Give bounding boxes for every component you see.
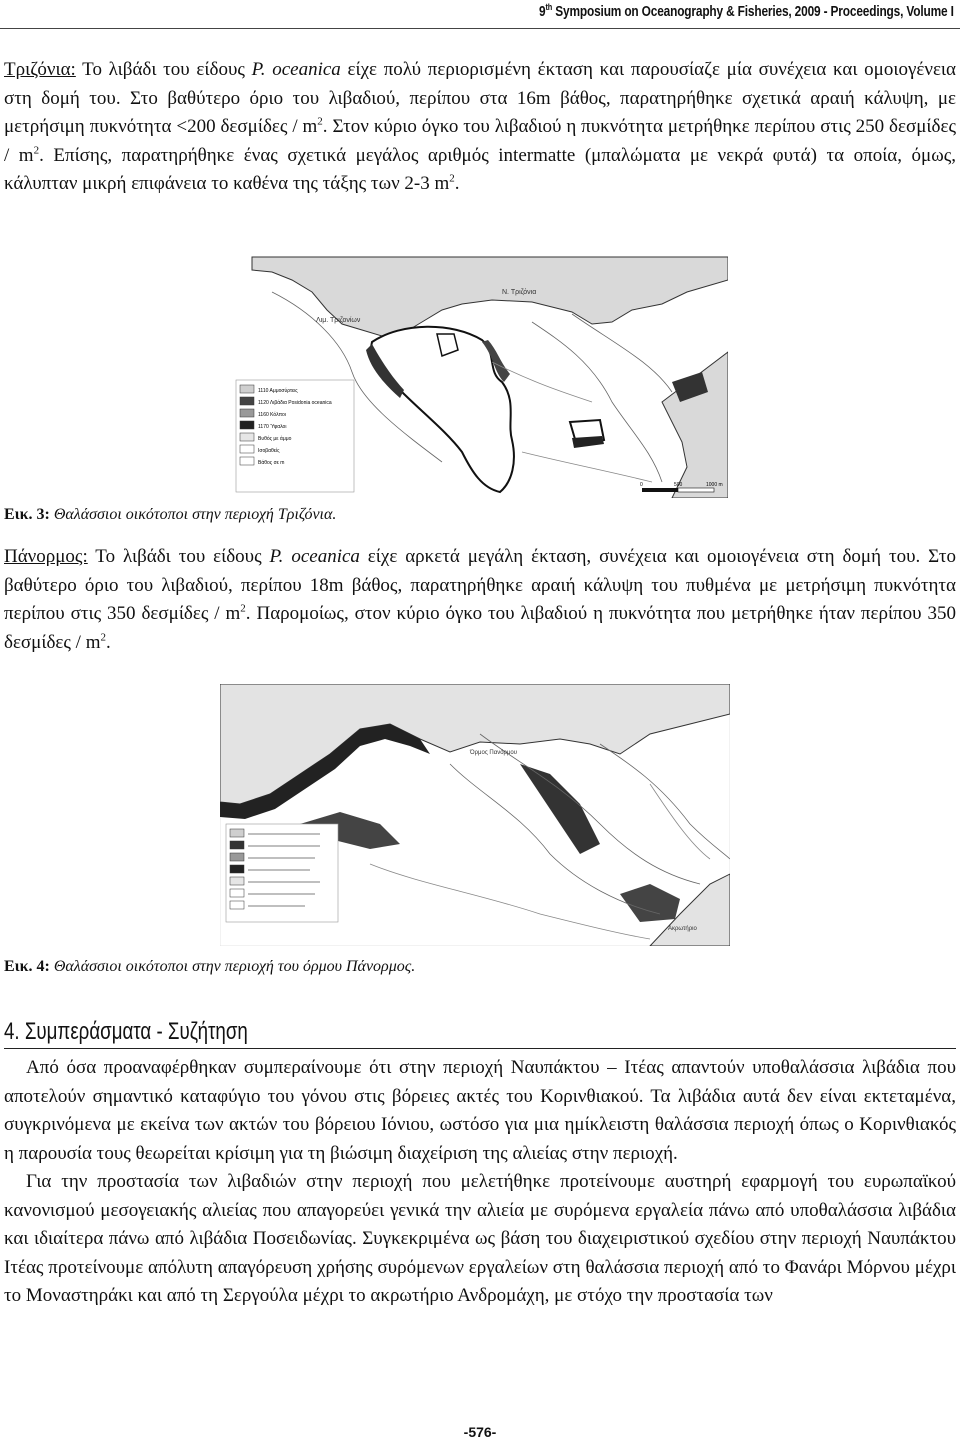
- svg-text:Ισοβαθείς: Ισοβαθείς: [258, 448, 280, 454]
- page-number: -576-: [463, 1424, 497, 1440]
- header-rule: [0, 28, 960, 29]
- map-label: Ν. Τριζόνια: [502, 289, 537, 296]
- paragraph-panormos: Πάνορμος: Το λιβάδι του είδους P. oceanica είχε αρκετά μεγάλη έκταση, συνέχεια και ομοιογένεια στη δομή του. Στο βαθύτερο όριο του λιβαδιού, περίπου 18m βάθος, παρατηρήθηκε αραιή κάλυψη του πυθμένα με μετρήσιμη πυκνότητα περίπου στις 350 δεσμίδες / $m^2$. Παρομοίως, στον κύριο όγκο του λιβαδιού η πυκνότητα που μετρήθηκε ήταν περίπου 350 δεσμίδες / $m^2$.: [4, 546, 956, 653]
- svg-text:1120 Λιβάδια Posidonia oceanic: 1120 Λιβάδια Posidonia oceanica: [258, 400, 332, 406]
- conclusion-paragraph-2: Για την προστασία των λιβαδιών στην περιοχή που μελετήθηκε προτείνουμε αυστηρή εφαρμογή του ευρωπαϊκού κανονισμού μεσογειακής αλιείας που απαγορεύει γενικά την αλιεία με συρόμενα εργαλεία πάνω από υποθαλάσσια λιβάδια και ιδιαίτερα πάνω από λιβάδια Ποσειδωνίας. Συγκεκριμένα ως βάση του διαχειριστικού σχεδίου στην περιοχή Ναυπάκτου Ιτέας προτείνουμε απόλυτη απαγόρευση χρήσης συρόμενων εργαλείων στη θαλάσσια περιοχή από το Φανάρι Μόρνου μέχρι το Μοναστηράκι και από τη Σεργούλα μέχρι το ακρωτήριο Ανδρομάχη, με στόχο την προστασία των: [4, 1171, 956, 1306]
- map-label: Ακρωτήριο: [668, 926, 697, 932]
- figure-3-caption: Εικ. 3: Θαλάσσιοι οικότοποι στην περιοχή Τριζόνια.: [4, 506, 337, 523]
- place-name-panormos: Πάνορμος:: [4, 546, 88, 567]
- svg-text:1110 Αμμοσύρτεις: 1110 Αμμοσύρτεις: [258, 388, 298, 394]
- figure-4-legend: [226, 824, 338, 922]
- map-label: Λιμ. Τριζονίων: [316, 317, 361, 324]
- section-title: 4. Συμπεράσματα - Συζήτηση: [4, 1018, 248, 1045]
- place-name-trizonia: Τριζόνια:: [4, 59, 76, 80]
- figure-3-legend: [236, 380, 354, 492]
- conclusion-paragraph-1: Από όσα προαναφέρθηκαν συμπεραίνουμε ότι στην περιοχή Ναυπάκτου – Ιτέας απαντούν υποθαλάσσια λιβάδια που αποτελούν σημαντικό καταφύγιο του γόνου στις βόρειες ακτές του Κορινθιακού. Τα λιβάδια αυτά δεν είναι εκτεταμένα, συγκρινόμενα με εκείνα των ακτών του βόρειου Ιόνιου, ωστόσο για μια ημίκλειστη θαλάσσια περιοχή όπως ο Κορινθιακός η παρουσία τους θεωρείται κρίσιμη για τη βιώσιμη διαχείριση της αλιείας στην περιοχή.: [4, 1057, 956, 1164]
- figure-4-map: [220, 684, 730, 946]
- svg-text:500: 500: [674, 482, 683, 488]
- map-label: Όρμος Πανόρμου: [470, 750, 518, 756]
- section-4-body: [4, 1054, 956, 1311]
- figure-4-caption: Εικ. 4: Θαλάσσιοι οικότοποι στην περιοχή του όρμου Πάνορμος.: [4, 958, 416, 975]
- figure-3-map: [232, 252, 728, 498]
- svg-text:0: 0: [640, 482, 643, 488]
- svg-text:1000 m: 1000 m: [706, 482, 723, 488]
- svg-text:1170 Ύφαλοι: 1170 Ύφαλοι: [258, 424, 287, 430]
- paragraph-trizonia: Τριζόνια: Το λιβάδι του είδους P. oceanica είχε πολύ περιορισμένη έκταση και παρουσίαζε μία συνέχεια και ομοιογένεια στη δομή του. Στο βαθύτερο όριο του λιβαδιού, περίπου στα 16m βάθος, παρατηρήθηκε σχετικά αραιή κάλυψη, με μετρήσιμη πυκνότητα <200 δεσμίδες / $m^2$. Στον κύριο όγκο του λιβαδιού η πυκνότητα μετρήθηκε περίπου στις 250 δεσμίδες / $m^2$. Επίσης, παρατηρήθηκε ένας σχετικά μεγάλος αριθμός intermatte (μπαλώματα με νεκρά φυτά) τα οποία, όμως, κάλυπταν μικρή επιφάνεια το καθένα της τάξης των 2-3 $m^2$.: [4, 59, 957, 194]
- svg-text:Βυθός με άμμο: Βυθός με άμμο: [258, 436, 292, 442]
- section-rule: [4, 1048, 956, 1049]
- svg-text:Βάθος σε m: Βάθος σε m: [258, 460, 285, 466]
- running-header: 9th Symposium on Oceanography & Fisheries, 2009 - Proceedings, Volume I: [539, 2, 954, 20]
- svg-text:1160 Κόλποι: 1160 Κόλποι: [258, 412, 286, 418]
